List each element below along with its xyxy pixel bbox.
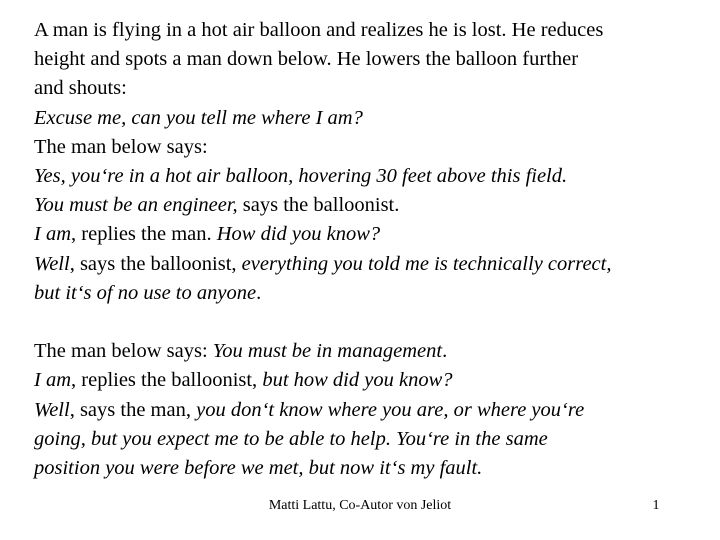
story-line: [34, 133, 710, 162]
slide-body: [34, 16, 710, 483]
man-quote: you don‘t know where you are, or where you‘re: [196, 398, 585, 421]
page-number: 1: [652, 498, 660, 513]
story-line: [34, 250, 710, 279]
man-quote: Well: [34, 398, 70, 421]
balloonist-quote: but how did you know?: [262, 369, 453, 392]
footer-author: Matti Lattu, Co-Autor von Jeliot: [268, 498, 452, 513]
story-line: [34, 396, 710, 425]
man-quote: position you were before we met, but now it‘s my fault.: [34, 457, 483, 480]
balloonist-quote: Excuse me, can you tell me where I am?: [34, 106, 363, 129]
story-text: and shouts:: [34, 77, 127, 100]
paragraph-gap: [34, 308, 710, 337]
story-line: [34, 104, 710, 133]
story-text: height and spots a man down below. He lowers the balloon further: [34, 48, 579, 71]
balloonist-quote: everything you told me is technically correct,: [241, 252, 612, 275]
balloonist-quote: You must be an engineer,: [34, 194, 238, 217]
man-quote: I am: [34, 223, 72, 246]
story-text: , replies the man.: [71, 223, 217, 246]
story-text: .: [442, 340, 448, 363]
story-line: [34, 366, 710, 395]
story-text: , says the balloonist,: [69, 252, 242, 275]
story-text: The man below says:: [34, 135, 208, 158]
story-text: .: [256, 281, 262, 304]
balloonist-quote: I am: [34, 369, 72, 392]
story-line: [34, 191, 710, 220]
story-line: [34, 74, 710, 103]
balloonist-quote: but it‘s of no use to anyone: [34, 281, 257, 304]
story-line: [34, 454, 710, 483]
story-text: , says the man,: [69, 398, 197, 421]
balloonist-quote: Well: [34, 252, 70, 275]
man-quote: going, but you expect me to be able to help. You‘re in the same: [34, 427, 548, 450]
story-text: A man is flying in a hot air balloon and realizes he is lost. He reduces: [34, 19, 604, 41]
man-quote: Yes, you‘re in a hot air balloon, hovering 30 feet above this field.: [34, 165, 568, 188]
story-line: [34, 425, 710, 454]
story-text: says the balloonist.: [237, 194, 400, 217]
story-text: , replies the balloonist,: [71, 369, 263, 392]
story-line: [34, 162, 710, 191]
story-line: [34, 279, 710, 308]
story-line: [34, 16, 710, 45]
story-line: [34, 337, 710, 366]
man-quote: You must be in management: [212, 340, 443, 363]
story-text: The man below says:: [34, 340, 213, 363]
story-line: [34, 220, 710, 249]
man-quote: How did you know?: [216, 223, 381, 246]
story-line: [34, 45, 710, 74]
